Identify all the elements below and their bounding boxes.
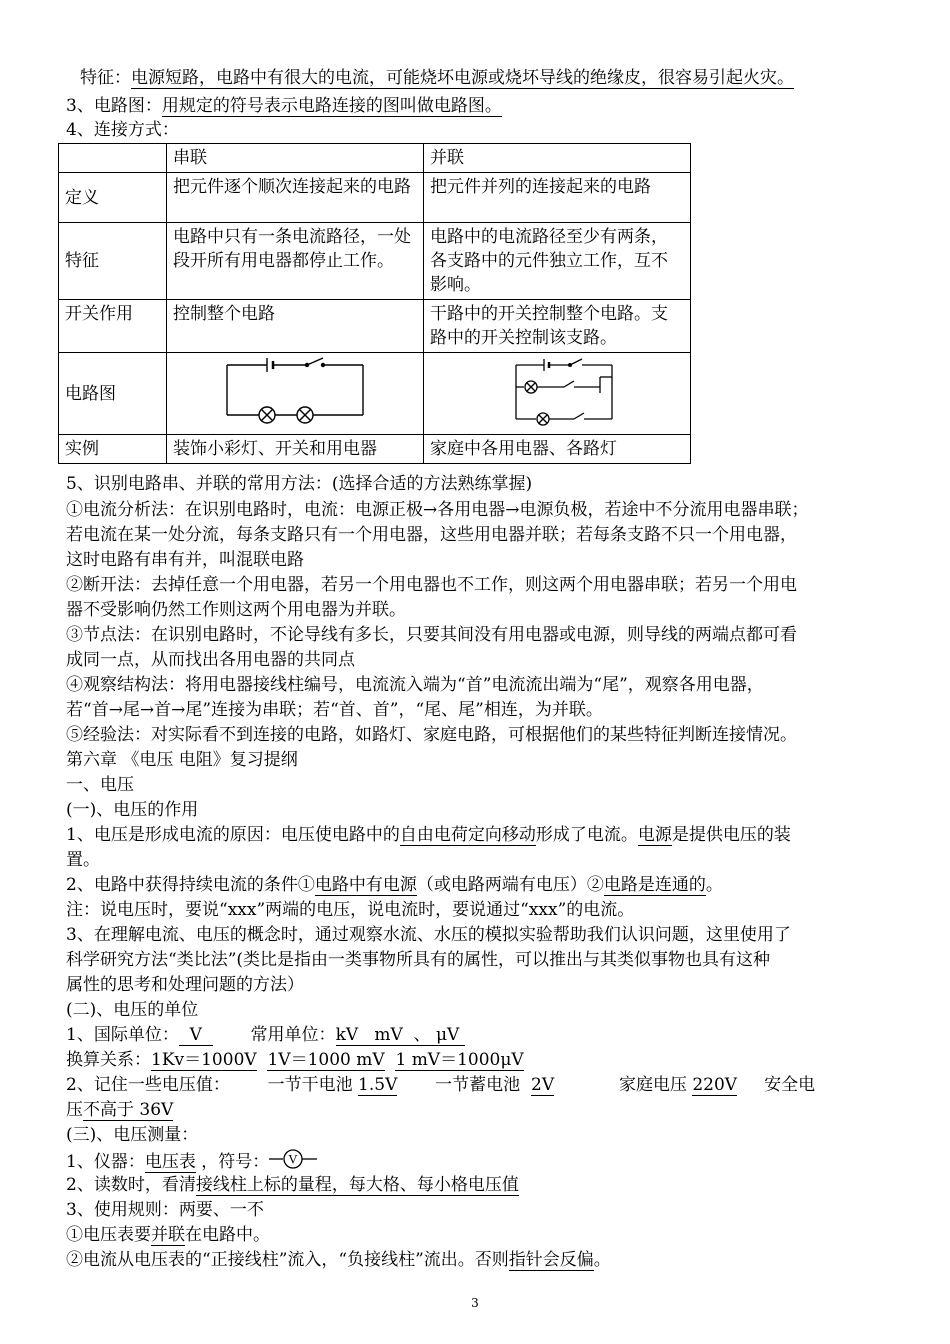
table-row (59, 300, 691, 353)
series-circuit-cell (167, 353, 424, 435)
text-line: ⑤经验法：对实际看不到连接的电路，如路灯、家庭电路，可根据他们的某些特征判断连接情况。 (66, 725, 797, 745)
text-line: 特征：电源短路，电路中有很大的电流，可能烧坏电源或烧坏导线的绝缘皮，很容易引起火灾。 (80, 68, 794, 88)
series-circuit-diagram (167, 353, 419, 427)
text-line: 2、电路中获得持续电流的条件①电路中有电源（或电路两端有电压）②电路是连通的。 (66, 875, 723, 895)
chapter-heading: 第六章 《电压 电阻》复习提纲 (66, 750, 298, 770)
row-label: 开关作用 (59, 300, 167, 353)
table-row (59, 353, 691, 435)
text-line: 1、仪器：电压表 ，符号： V (66, 1148, 896, 1177)
comparison-table (58, 143, 691, 464)
text-line: 这时电路有串有并，叫混联电路 (66, 550, 304, 570)
subsection-heading: (二)、电压的单位 (66, 1000, 199, 1020)
text-line: 5、识别电路串、并联的常用方法：(选择合适的方法熟练掌握) (66, 474, 533, 494)
table-header-cell: 并联 (424, 144, 691, 173)
text-line: 3、使用规则：两要、一不 (66, 1200, 264, 1220)
text-line: 压不高于 36V (66, 1100, 174, 1120)
text-line: 1、国际单位： V 常用单位：kV mV 、 μV (66, 1025, 465, 1045)
parallel-circuit-diagram (424, 353, 686, 427)
table-cell: 控制整个电路 (167, 300, 424, 353)
text-line: 3、在理解电流、电压的概念时，通过观察水流、水压的模拟实验帮助我们认识问题，这里使用了 (66, 925, 791, 945)
page-number: 3 (471, 1296, 479, 1310)
text-line: 2、读数时，看清接线柱上标的量程，每大格、每小格电压值 (66, 1175, 519, 1195)
text-line: 属性的思考和处理问题的方法） (66, 975, 304, 995)
table-cell: 干路中的开关控制整个电路。支路中的开关控制该支路。 (424, 300, 691, 353)
table-cell: 装饰小彩灯、开关和用电器 (167, 435, 424, 464)
subsection-heading: (一)、电压的作用 (66, 800, 199, 820)
text-line: 科学研究方法“类比法”(类比是指由一类事物所具有的属性，可以推出与其类似事物也具有这种 (66, 950, 771, 970)
text-line: ②断开法：去掉任意一个用电器，若另一个用电器也不工作，则这两个用电器串联；若另一个用电 (66, 575, 797, 595)
row-label: 定义 (59, 173, 167, 223)
table-cell: 家庭中各用电器、各路灯 (424, 435, 691, 464)
text-line: ④观察结构法：将用电器接线柱编号，电流流入端为“首”电流流出端为“尾”，观察各用电器， (66, 675, 764, 695)
text-line: 3、电路图：用规定的符号表示电路连接的图叫做电路图。 (66, 96, 502, 116)
text-line: 成同一点，从而找出各用电器的共同点 (66, 650, 355, 670)
table-header-cell (59, 144, 167, 173)
table-cell: 电路中的电流路径至少有两条，各支路中的元件独立工作，互不影响。 (424, 223, 691, 300)
row-label: 特征 (59, 223, 167, 300)
table-cell: 把元件并列的连接起来的电路 (424, 173, 691, 223)
text-line: 4、连接方式： (66, 120, 179, 140)
table-row (59, 173, 691, 223)
text-line: ②电流从电压表的“正接线柱”流入，“负接线柱”流出。否则指针会反偏。 (66, 1250, 611, 1270)
row-label: 实例 (59, 435, 167, 464)
table-row (59, 435, 691, 464)
text-line: 置。 (66, 850, 100, 870)
text-line: 若电流在某一处分流，每条支路只有一个用电器，这些用电器并联；若每条支路不只一个用电器， (66, 525, 797, 545)
text-line: 器不受影响仍然工作则这两个用电器为并联。 (66, 600, 406, 620)
text-line: 若“首→尾→首→尾”连接为串联；若“首、首”，“尾、尾”相连，为并联。 (66, 700, 603, 720)
note-line: 注：说电压时，要说“xxx”两端的电压，说电流时，要说通过“xxx”的电流。 (66, 900, 635, 920)
text-line: ①电流分析法：在识别电路时，电流：电源正极→各用电器→电源负极，若途中不分流用电器串联； (66, 500, 809, 520)
row-label: 电路图 (59, 353, 167, 435)
table-row (59, 223, 691, 300)
table-cell: 把元件逐个顺次连接起来的电路 (167, 173, 424, 223)
subsection-heading: (三)、电压测量： (66, 1125, 199, 1145)
parallel-circuit-cell (424, 353, 691, 435)
text-line: ①电压表要并联在电路中。 (66, 1225, 270, 1245)
voltmeter-symbol-letter: V (288, 1151, 298, 1167)
text-line: 1、电压是形成电流的原因：电压使电路中的自由电荷定向移动形成了电流。电源是提供电压的装 (66, 825, 791, 845)
table-header-cell: 串联 (167, 144, 424, 173)
table-cell: 电路中只有一条电流路径，一处段开所有用电器都停止工作。 (167, 223, 424, 300)
section-heading: 一、电压 (66, 775, 134, 795)
text-line: ③节点法：在识别电路时，不论导线有多长，只要其间没有用电器或电源，则导线的两端点都可看 (66, 625, 797, 645)
text-line: 2、记住一些电压值： 一节干电池 1.5V 一节蓄电池 2V 家庭电压 220V 安全电 (66, 1075, 816, 1095)
text-line: 换算关系：1Kv＝1000V 1V＝1000 mV 1 mV＝1000μV (66, 1050, 524, 1070)
